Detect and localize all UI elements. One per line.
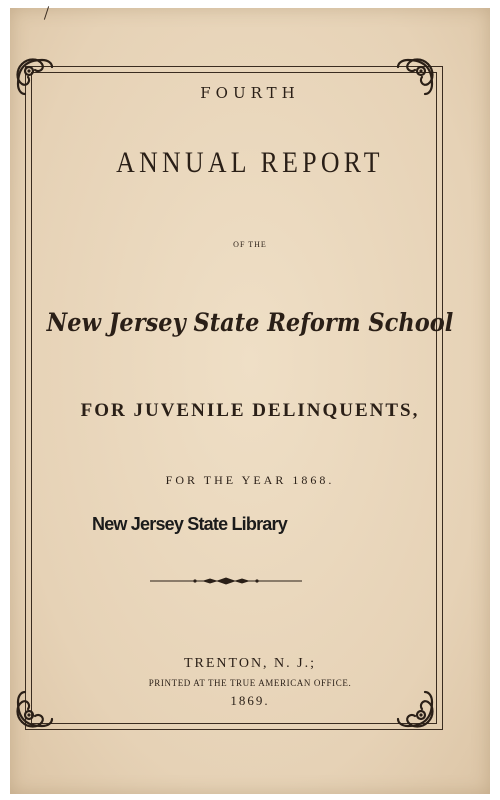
printer-line: PRINTED AT THE TRUE AMERICAN OFFICE. xyxy=(148,678,352,688)
institution-name: New Jersey State Reform School xyxy=(46,308,454,337)
ordinal-heading: FOURTH xyxy=(200,84,300,102)
of-the-line: OF THE xyxy=(233,240,267,249)
library-stamp: New Jersey State Library xyxy=(92,514,287,534)
scan-mark xyxy=(44,6,49,20)
rule-ornament-icon xyxy=(150,576,302,586)
report-title: ANNUAL REPORT xyxy=(116,146,384,179)
year-line: FOR THE YEAR 1868. xyxy=(165,473,335,487)
place-line: TRENTON, N. J.; xyxy=(183,656,317,671)
publication-year: 1869. xyxy=(230,693,270,708)
subtitle-line: FOR JUVENILE DELINQUENTS, xyxy=(80,400,420,421)
document-page xyxy=(10,8,490,794)
